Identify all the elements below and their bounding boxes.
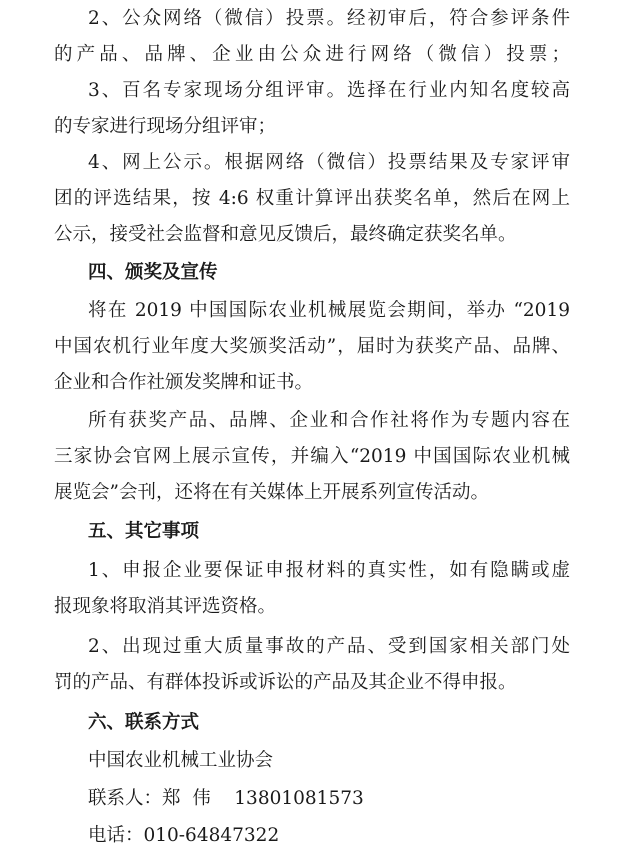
paragraph-line: 2、出现过重大质量事故的产品、受到国家相关部门处: [88, 636, 570, 657]
paragraph-line: 三家协会官网上展示宣传，并编入“2019 中国国际农业机械: [54, 446, 570, 467]
paragraph-line: 3、百名专家现场分组评审。选择在行业内知名度较高: [88, 80, 570, 101]
contact-organization: 中国农业机械工业协会: [88, 750, 274, 771]
paragraph-line: 的产品、品牌、企业由公众进行网络（微信）投票；: [54, 44, 570, 65]
paragraph-line: 企业和合作社颁发奖牌和证书。: [54, 372, 314, 393]
paragraph-line: 的专家进行现场分组评审；: [54, 116, 277, 137]
paragraph-line: 报现象将取消其评选资格。: [54, 596, 277, 617]
paragraph-line: 所有获奖产品、品牌、企业和合作社将作为专题内容在: [88, 410, 570, 431]
paragraph-line: 4、网上公示。根据网络（微信）投票结果及专家评审: [88, 152, 570, 173]
paragraph-line: 团的评选结果，按 4:6 权重计算评出获奖名单，然后在网上: [54, 188, 570, 209]
paragraph-line: 罚的产品、有群体投诉或诉讼的产品及其企业不得申报。: [54, 672, 517, 693]
paragraph-line: 公示，接受社会监督和意见反馈后，最终确定获奖名单。: [54, 224, 517, 245]
paragraph-line: 1、申报企业要保证申报材料的真实性，如有隐瞒或虚: [88, 560, 570, 581]
paragraph-line: 展览会”会刊，还将在有关媒体上开展系列宣传活动。: [54, 482, 489, 503]
contact-phone: 电话：010-64847322: [88, 825, 280, 846]
paragraph-line: 2、公众网络（微信）投票。经初审后，符合参评条件: [88, 8, 570, 29]
paragraph-line: 中国农机行业年度大奖颁奖活动”，届时为获奖产品、品牌、: [54, 336, 570, 357]
section-heading: 四、颁奖及宣传: [88, 262, 218, 283]
section-heading: 六、联系方式: [88, 712, 200, 733]
paragraph-line: 将在 2019 中国国际农业机械展览会期间，举办 “2019: [88, 300, 570, 321]
section-heading: 五、其它事项: [88, 521, 200, 542]
contact-person: 联系人：郑 伟 13801081573: [88, 788, 364, 809]
